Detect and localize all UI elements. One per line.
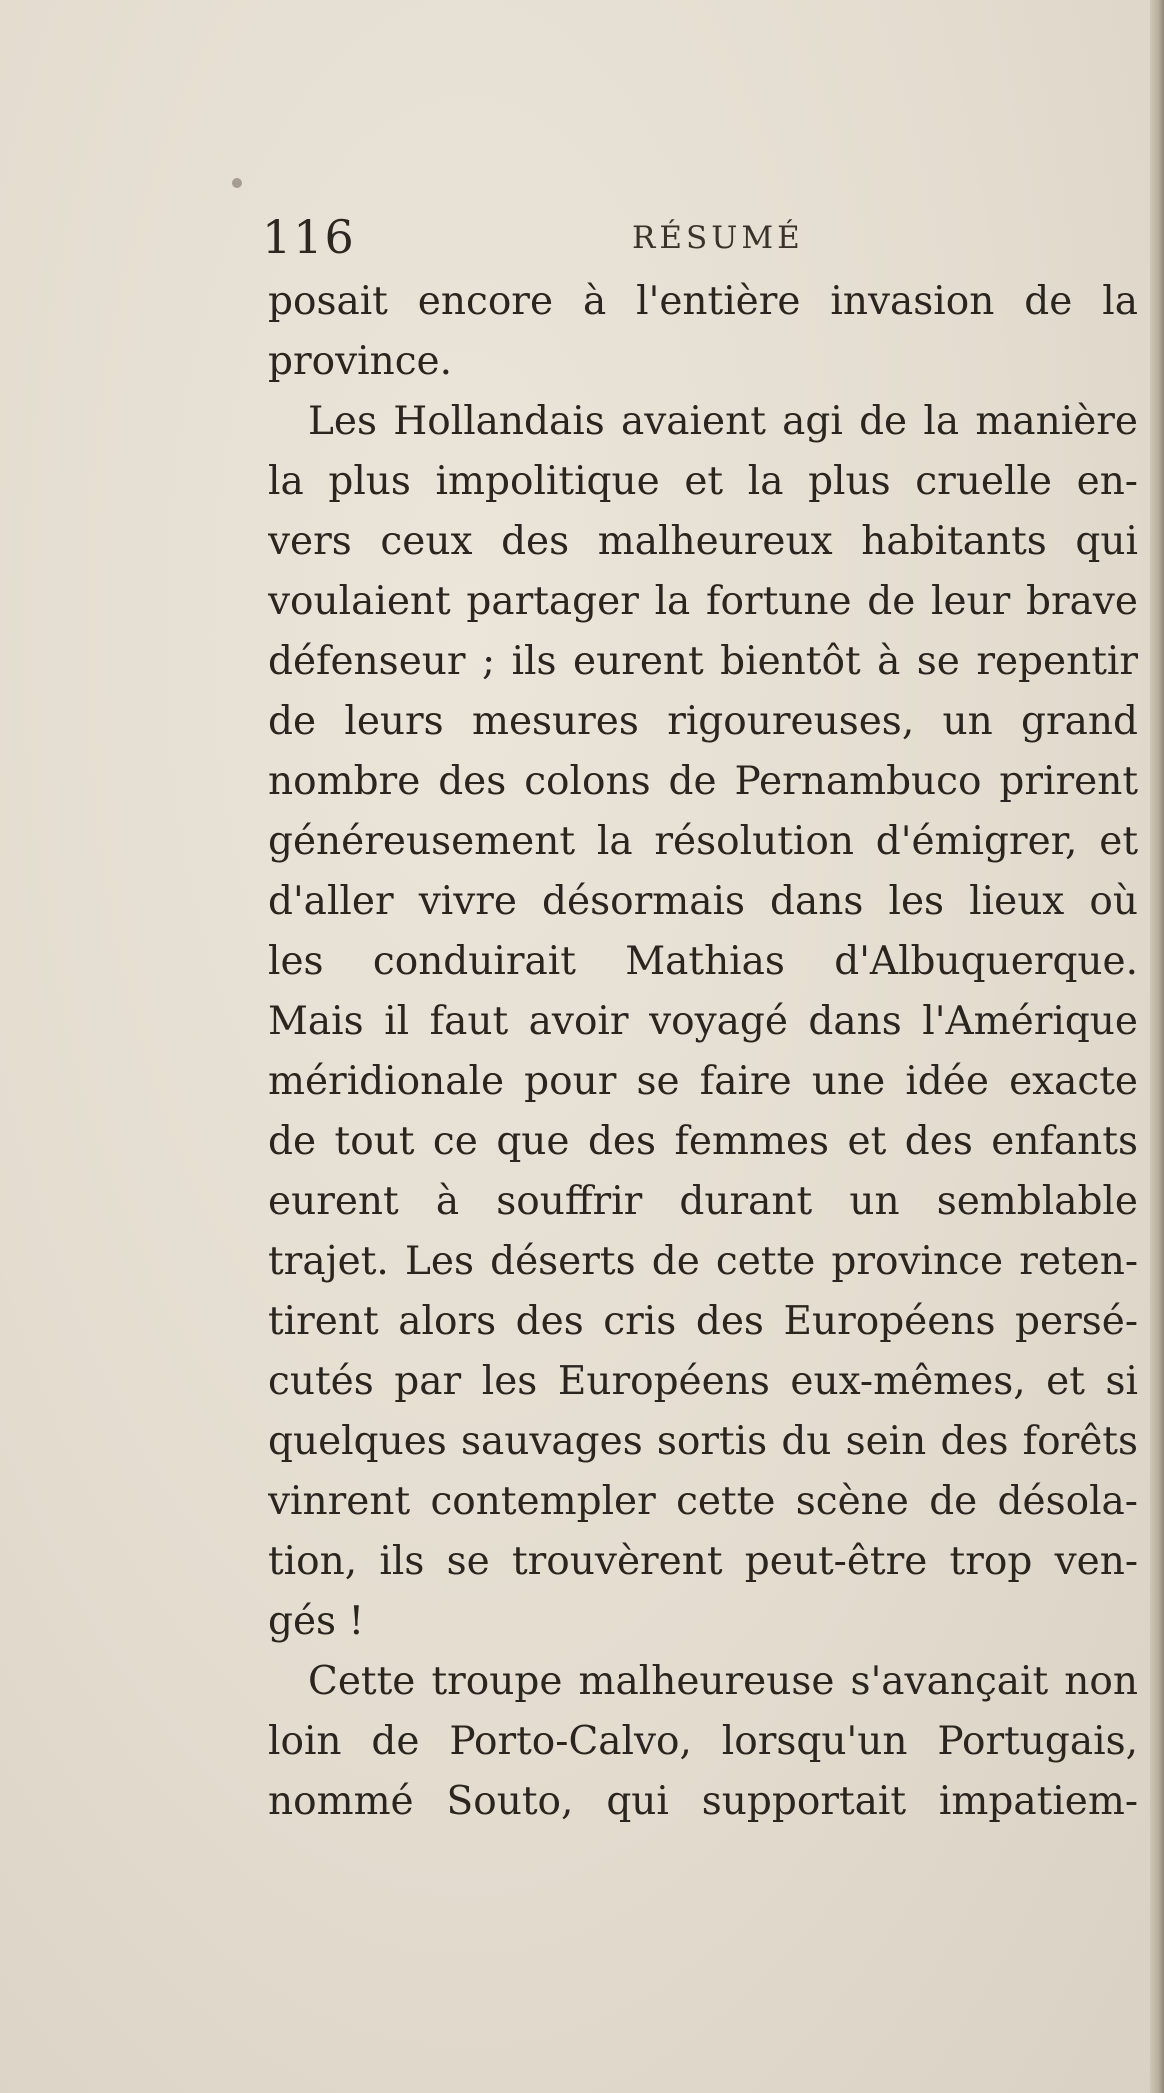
text-line: méridionale pour se faire une idée exacte xyxy=(268,1059,1138,1104)
text-line: nombre des colons de Pernambuco prirent xyxy=(268,759,1138,804)
text-line: Les Hollandais avaient agi de la manière xyxy=(308,399,1138,444)
text-line: tion, ils se trouvèrent peut-être trop ven- xyxy=(268,1539,1138,1584)
text-line: loin de Porto-Calvo, lorsqu'un Portugais, xyxy=(268,1719,1138,1764)
text-line: de tout ce que des femmes et des enfants xyxy=(268,1119,1138,1164)
running-head: RÉSUMÉ xyxy=(632,220,804,256)
text-line: gés ! xyxy=(268,1599,365,1644)
text-line: de leurs mesures rigoureuses, un grand xyxy=(268,699,1138,744)
text-line: généreusement la résolution d'émigrer, et xyxy=(268,819,1138,864)
text-line: d'aller vivre désormais dans les lieux où xyxy=(268,879,1138,924)
text-line: voulaient partager la fortune de leur brave xyxy=(268,579,1138,624)
text-line: la plus impolitique et la plus cruelle en- xyxy=(268,459,1138,504)
text-line: eurent à souffrir durant un semblable xyxy=(268,1179,1138,1224)
text-line: vers ceux des malheureux habitants qui xyxy=(268,519,1138,564)
page-gutter xyxy=(1150,0,1164,2093)
text-line: vinrent contempler cette scène de désola- xyxy=(268,1479,1138,1524)
body-text xyxy=(268,272,1138,1832)
text-line: Mais il faut avoir voyagé dans l'Amérique xyxy=(268,999,1138,1044)
text-line: province. xyxy=(268,339,453,384)
text-line: Cette troupe malheureuse s'avançait non xyxy=(308,1659,1138,1704)
text-line: les conduirait Mathias d'Albuquerque. xyxy=(268,939,1138,984)
page-header xyxy=(262,210,902,270)
text-line: posait encore à l'entière invasion de la xyxy=(268,279,1138,324)
text-line: quelques sauvages sortis du sein des forêts xyxy=(268,1419,1138,1464)
text-line: nommé Souto, qui supportait impatiem- xyxy=(268,1779,1138,1824)
text-line: cutés par les Européens eux-mêmes, et si xyxy=(268,1359,1138,1404)
page-number: 116 xyxy=(262,210,356,264)
text-line: trajet. Les déserts de cette province reten- xyxy=(268,1239,1138,1284)
text-line: défenseur ; ils eurent bientôt à se repentir xyxy=(268,639,1138,684)
ink-speck xyxy=(232,178,242,188)
text-line: tirent alors des cris des Européens persé- xyxy=(268,1299,1138,1344)
